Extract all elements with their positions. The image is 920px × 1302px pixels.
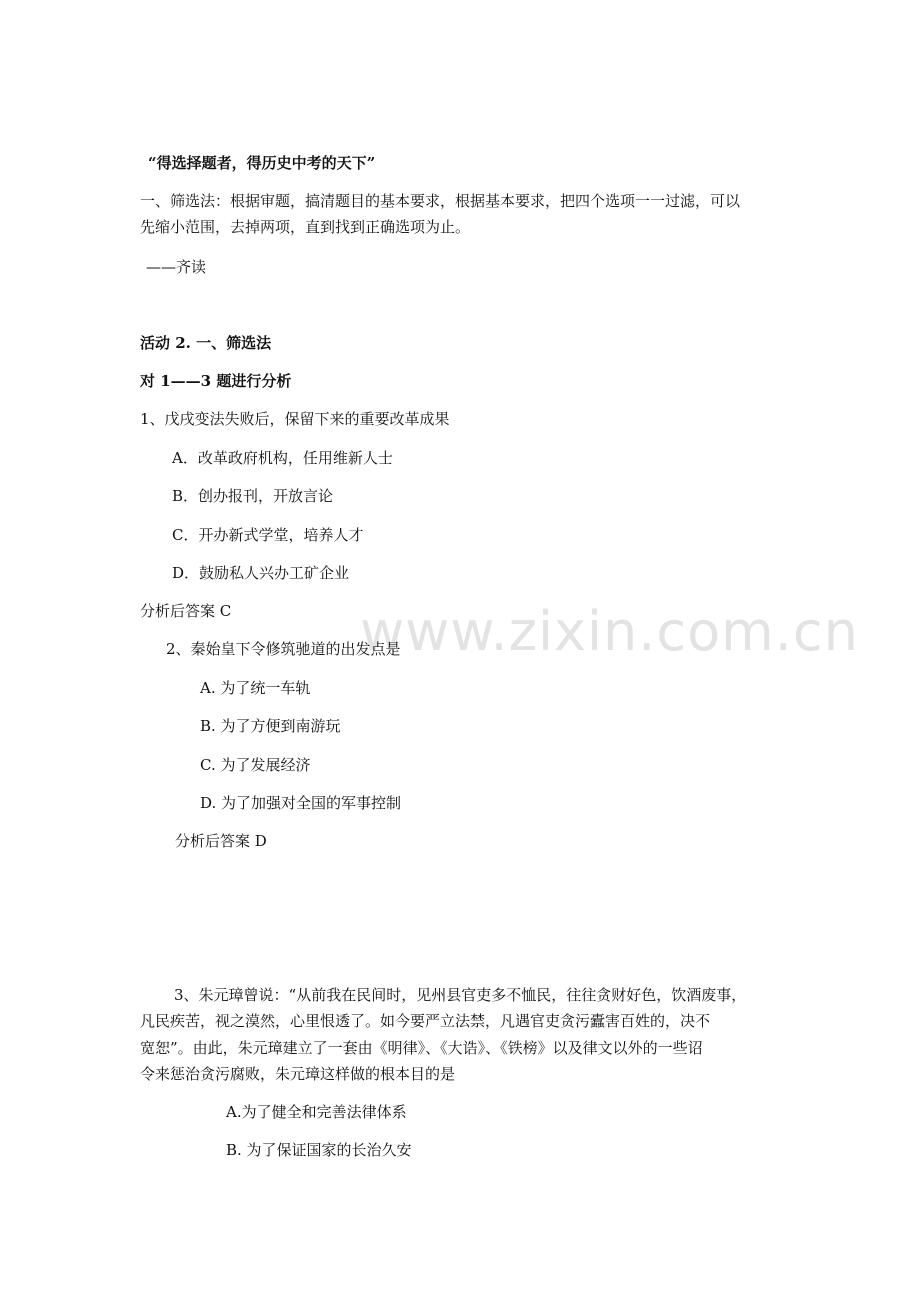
- q3-option-a: A.为了健全和完善法律体系: [226, 1103, 407, 1121]
- q1-stem: 1、戊戌变法失败后，保留下来的重要改革成果: [140, 410, 450, 428]
- activity-title: 活动 2. 一、筛选法: [140, 334, 272, 352]
- page-title: “得选择题者，得历史中考的天下”: [148, 154, 376, 172]
- q1-option-c: C．开办新式学堂，培养人才: [172, 526, 364, 544]
- q2-option-d: D. 为了加强对全国的军事控制: [200, 794, 402, 812]
- q3-stem-line-1: 3、朱元璋曾说：“从前我在民间时，见州县官吏多不恤民，往往贪财好色，饮酒废事，: [174, 986, 747, 1004]
- activity-subtitle: 对 1——3 题进行分析: [140, 372, 292, 390]
- read-note: ——齐读: [146, 258, 207, 276]
- q2-stem: 2、秦始皇下令修筑驰道的出发点是: [166, 640, 401, 658]
- q1-option-b: B．创办报刊，开放言论: [172, 487, 334, 505]
- q1-answer: 分析后答案 C: [140, 602, 232, 620]
- q1-option-a: A．改革政府机构，任用维新人士: [172, 449, 393, 467]
- q3-option-b: B. 为了保证国家的长治久安: [226, 1141, 412, 1159]
- q3-stem-line-3: 宽恕”。由此，朱元璋建立了一套由《明律》、《大诰》、《铁榜》以及律文以外的一些诏: [140, 1039, 703, 1057]
- q2-option-a: A. 为了统一车轨: [200, 679, 311, 697]
- q3-stem-line-4: 令来惩治贪污腐败，朱元璋这样做的根本目的是: [140, 1065, 456, 1083]
- q3-stem-line-2: 凡民疾苦，视之漠然，心里恨透了。如今要严立法禁，凡遇官吏贪污蠹害百姓的，决不: [140, 1012, 711, 1030]
- method-intro-line-1: 一、筛选法：根据审题，搞清题目的基本要求，根据基本要求，把四个选项一一过滤，可以: [140, 192, 741, 210]
- watermark: www.zixin.com.cn: [360, 600, 859, 663]
- q2-answer: 分析后答案 D: [175, 832, 267, 850]
- method-intro-line-2: 先缩小范围，去掉两项，直到找到正确选项为止。: [140, 218, 471, 236]
- q2-option-c: C. 为了发展经济: [200, 756, 311, 774]
- q2-option-b: B. 为了方便到南游玩: [200, 717, 341, 735]
- q1-option-d: D．鼓励私人兴办工矿企业: [172, 564, 350, 582]
